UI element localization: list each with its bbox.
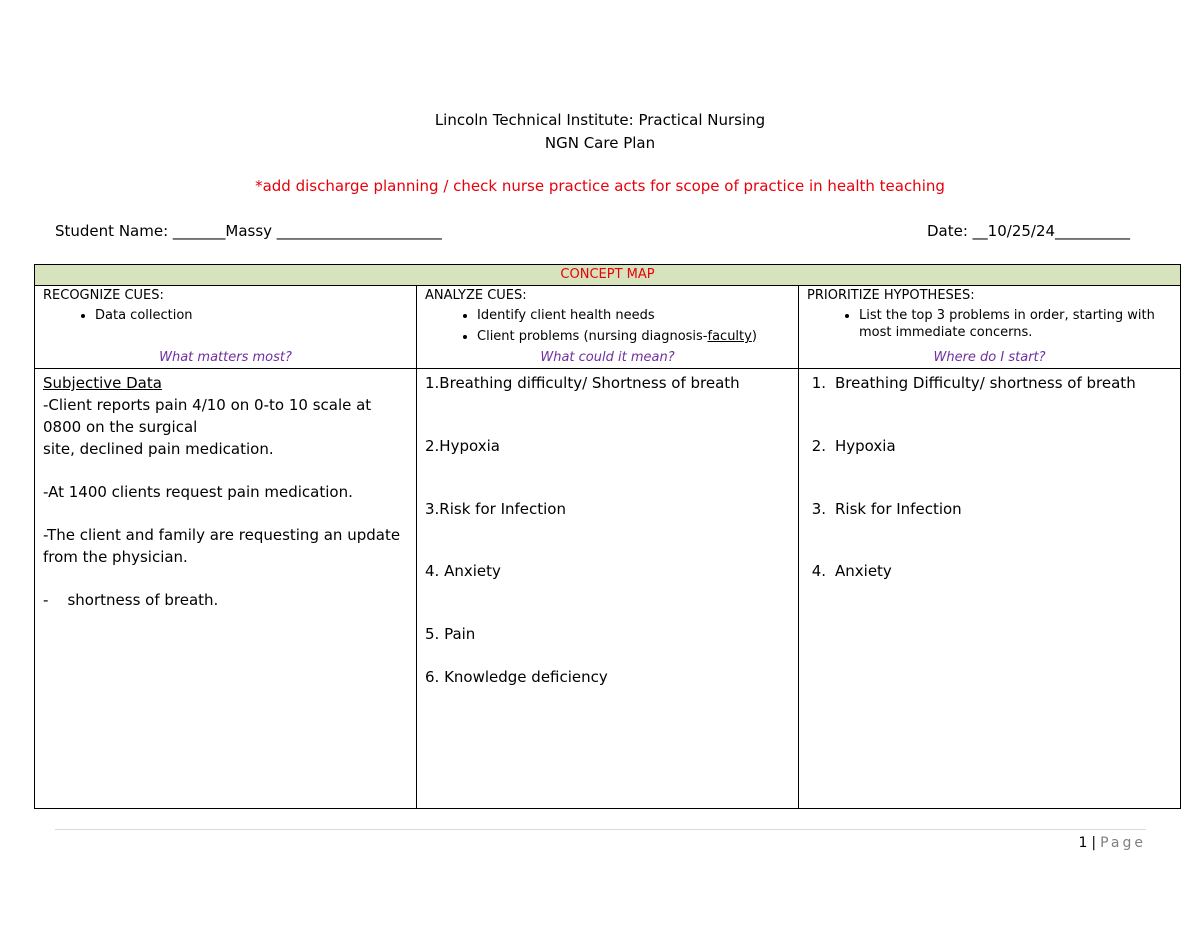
guiding-question: What matters most? bbox=[159, 350, 292, 365]
priority-item: 3. Risk for Infection bbox=[811, 500, 962, 518]
priority-item: 1. Breathing Difficulty/ shortness of breath bbox=[811, 374, 1136, 392]
subjective-line: from the physician. bbox=[43, 548, 188, 566]
analysis-item: 1.Breathing difficulty/ Shortness of breath bbox=[425, 374, 740, 392]
analysis-item: 5. Pain bbox=[425, 625, 476, 643]
footer-divider bbox=[55, 829, 1146, 830]
concept-map-table bbox=[34, 264, 1181, 809]
column-heading: ANALYZE CUES: bbox=[425, 288, 527, 303]
subjective-line: 0800 on the surgical bbox=[43, 418, 198, 436]
page-word: Page bbox=[1100, 835, 1146, 851]
analysis-item: 3.Risk for Infection bbox=[425, 500, 566, 518]
column-heading: PRIORITIZE HYPOTHESES: bbox=[807, 288, 975, 303]
subjective-line: - shortness of breath. bbox=[43, 591, 219, 609]
subjective-line: -Client reports pain 4/10 on 0-to 10 scale at bbox=[43, 396, 372, 414]
page-separator: | bbox=[1091, 835, 1097, 851]
priority-cell bbox=[799, 369, 1181, 809]
student-name-field: Student Name: _______Massy ______________________ bbox=[55, 222, 442, 240]
subjective-heading: Subjective Data bbox=[43, 374, 162, 392]
recognize-cues-header bbox=[35, 286, 417, 369]
bullet-item: • Client problems (nursing diagnosis-faculty) bbox=[477, 328, 790, 345]
subjective-data-cell bbox=[35, 369, 417, 809]
subjective-line: site, declined pain medication. bbox=[43, 440, 274, 458]
date-field: Date: __10/25/24__________ bbox=[927, 222, 1131, 240]
institution-title: Lincoln Technical Institute: Practical Nursing bbox=[434, 111, 766, 129]
plan-title: NGN Care Plan bbox=[544, 134, 656, 152]
concept-map-title: CONCEPT MAP bbox=[35, 265, 1181, 286]
page-number: 1 bbox=[1078, 835, 1088, 851]
subjective-line: -At 1400 clients request pain medication. bbox=[43, 483, 353, 501]
analyze-cues-header bbox=[417, 286, 799, 369]
guiding-question: Where do I start? bbox=[933, 350, 1046, 365]
analysis-item: 4. Anxiety bbox=[425, 562, 501, 580]
prioritize-hypotheses-header bbox=[799, 286, 1181, 369]
discharge-note: *add discharge planning / check nurse practice acts for scope of practice in health teaching bbox=[255, 177, 945, 195]
bullet-item: • Data collection bbox=[95, 307, 408, 324]
bullet-item: • List the top 3 problems in order, starting with most immediate concerns. bbox=[859, 307, 1172, 341]
column-heading: RECOGNIZE CUES: bbox=[43, 288, 164, 303]
analysis-item: 6. Knowledge deficiency bbox=[425, 668, 608, 686]
priority-item: 4. Anxiety bbox=[811, 562, 892, 580]
page-footer bbox=[1078, 835, 1146, 851]
priority-item: 2. Hypoxia bbox=[811, 437, 896, 455]
bullet-item: • Identify client health needs bbox=[477, 307, 790, 324]
guiding-question: What could it mean? bbox=[540, 350, 675, 365]
analysis-item: 2.Hypoxia bbox=[425, 437, 500, 455]
analysis-cell bbox=[417, 369, 799, 809]
subjective-line: -The client and family are requesting an update bbox=[43, 526, 401, 544]
